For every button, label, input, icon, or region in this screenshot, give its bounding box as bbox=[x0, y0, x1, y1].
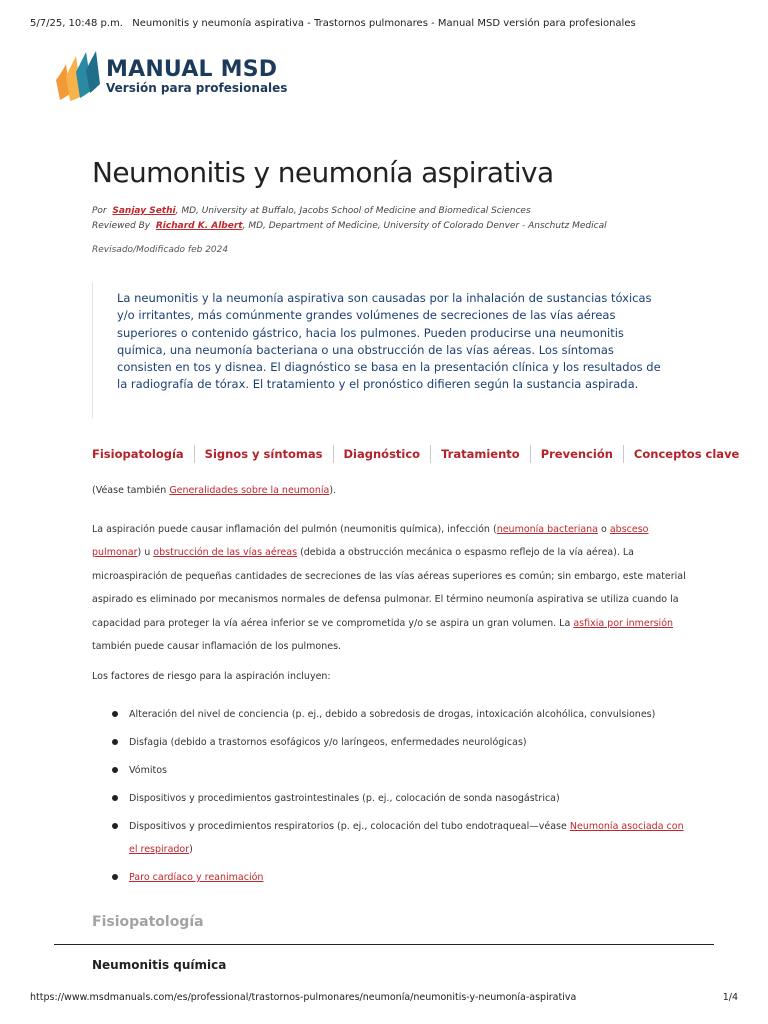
risk-factor-text: Dispositivos y procedimientos respiratorios (p. ej., colocación del tubo endotraqueal—véase bbox=[129, 821, 570, 832]
print-page-title: Neumonitis y neumonía aspirativa - Trastornos pulmonares - Manual MSD versión para profesionales bbox=[132, 18, 636, 29]
author-affiliation: , MD, University at Buffalo, Jacobs School of Medicine and Biomedical Sciences bbox=[175, 206, 531, 216]
list-item bbox=[92, 731, 692, 754]
reviewer-link[interactable]: Richard K. Albert bbox=[155, 221, 243, 231]
risk-factor-text: Disfagia (debido a trastornos esofágicos y/o laríngeos, enfermedades neurológicas) bbox=[129, 737, 527, 748]
nav-separator bbox=[530, 445, 531, 463]
brand-edition: Versión para profesionales bbox=[106, 81, 288, 95]
para-text: La aspiración puede causar inflamación del pulmón (neumonitis química), infección ( bbox=[92, 524, 497, 535]
nav-signos-sintomas[interactable]: Signos y síntomas bbox=[204, 447, 323, 461]
nav-separator bbox=[430, 445, 431, 463]
by-prefix: Por bbox=[92, 206, 107, 216]
section-nav bbox=[92, 444, 739, 464]
msd-logo-icon bbox=[54, 50, 102, 102]
nav-prevencion[interactable]: Prevención bbox=[540, 447, 613, 461]
risk-factor-text: Vómitos bbox=[129, 765, 167, 776]
author-link[interactable]: Sanjay Sethi bbox=[112, 206, 176, 216]
reviewer-affiliation: , MD, Department of Medicine, University of Colorado Denver - Anschutz Medical bbox=[242, 221, 607, 231]
revised-date: Revisado/Modificado feb 2024 bbox=[92, 245, 229, 255]
link-asfixia-inmersion[interactable]: asfixia por inmersión bbox=[573, 617, 674, 629]
reviewed-prefix: Reviewed By bbox=[92, 221, 151, 231]
see-also-suffix: ). bbox=[329, 485, 337, 496]
link-generalidades-neumonia[interactable]: Generalidades sobre la neumonía bbox=[169, 485, 330, 496]
intro-paragraph bbox=[92, 518, 692, 658]
nav-separator bbox=[194, 445, 195, 463]
nav-tratamiento[interactable]: Tratamiento bbox=[441, 447, 520, 461]
nav-separator bbox=[333, 445, 334, 463]
link-neumonia-bacteriana[interactable]: neumonía bacteriana bbox=[496, 524, 598, 535]
list-item bbox=[92, 787, 692, 810]
para-text: o bbox=[598, 524, 610, 535]
print-header bbox=[0, 18, 768, 32]
list-item bbox=[92, 759, 692, 782]
risk-factor-text: ) bbox=[189, 844, 193, 855]
link-neumonia-respirador[interactable]: Neumonía asociada con el respirador bbox=[129, 821, 684, 855]
topic-summary: La neumonitis y la neumonía aspirativa son causadas por la inhalación de sustancias tóxicas y/o irritantes, más comúnmente grandes volúmenes de secreciones de las vías aéreas superiores o contenido gástrico, hacia los pulmones. Pueden producirse una neumonitis química, una neumonía bacteriana o una obstrucción de las vías aéreas. Los síntomas consisten en tos y disnea. El diagnóstico se basa en la presentación clínica y los resultados de la radiografía de tórax. El tratamiento y el pronóstico difieren según la sustancia aspirada. bbox=[92, 282, 672, 418]
author-line bbox=[92, 204, 607, 219]
see-also-note bbox=[92, 485, 692, 496]
nav-separator bbox=[623, 445, 624, 463]
para-text: ) u bbox=[137, 547, 154, 559]
nav-fisiopatologia[interactable]: Fisiopatología bbox=[92, 447, 184, 461]
author-credits bbox=[92, 204, 607, 234]
para-text: (debida a obstrucción mecánica o espasmo reflejo de la vía aérea). La microaspiración de pequeñas cantidades de secreciones de las vías aéreas superiores es común; sin embargo, este material aspirado es eliminado por mecanismos normales de defensa pulmonar. El término neumonía aspirativa se utiliza cuando la capacidad para proteger la vía aérea inferior se ve comprometida y/o se aspira un gran volumen. La bbox=[92, 547, 686, 629]
sub-heading-neumonitis-quimica: Neumonitis química bbox=[92, 958, 227, 972]
print-page-number: 1/4 bbox=[722, 992, 738, 1003]
link-paro-cardiaco[interactable]: Paro cardíaco y reanimación bbox=[129, 872, 264, 883]
risk-factor-text: Alteración del nivel de conciencia (p. ej., debido a sobredosis de drogas, intoxicación alcohólica, convulsiones) bbox=[129, 709, 656, 720]
list-item bbox=[92, 815, 692, 861]
list-item bbox=[92, 703, 692, 726]
list-item bbox=[92, 866, 692, 889]
nav-diagnostico[interactable]: Diagnóstico bbox=[343, 447, 421, 461]
section-divider bbox=[54, 944, 714, 945]
section-heading-fisiopatologia: Fisiopatología bbox=[92, 914, 204, 930]
risk-factor-text: Dispositivos y procedimientos gastrointestinales (p. ej., colocación de sonda nasogástrica) bbox=[129, 793, 560, 804]
print-url: https://www.msdmanuals.com/es/professional/trastornos-pulmonares/neumonía/neumonitis-y-neumonía-aspirativa bbox=[30, 992, 577, 1003]
manual-msd-logo[interactable] bbox=[54, 50, 314, 105]
print-datetime: 5/7/25, 10:48 p.m. bbox=[30, 18, 123, 29]
link-obstruccion-vias-aereas[interactable]: obstrucción de las vías aéreas bbox=[153, 547, 298, 559]
para-text: también puede causar inflamación de los pulmones. bbox=[92, 641, 342, 653]
print-footer bbox=[0, 992, 768, 1006]
brand-name: MANUAL MSD bbox=[106, 57, 278, 82]
nav-conceptos-clave[interactable]: Conceptos clave bbox=[633, 447, 740, 461]
see-also-prefix: (Véase también bbox=[92, 485, 170, 496]
risk-factors-list bbox=[92, 703, 692, 894]
risk-factors-intro: Los factores de riesgo para la aspiración incluyen: bbox=[92, 671, 331, 682]
page-title: Neumonitis y neumonía aspirativa bbox=[92, 156, 554, 189]
reviewer-line bbox=[92, 219, 607, 234]
link-absceso-pulmonar[interactable]: absceso pulmonar bbox=[92, 524, 649, 559]
